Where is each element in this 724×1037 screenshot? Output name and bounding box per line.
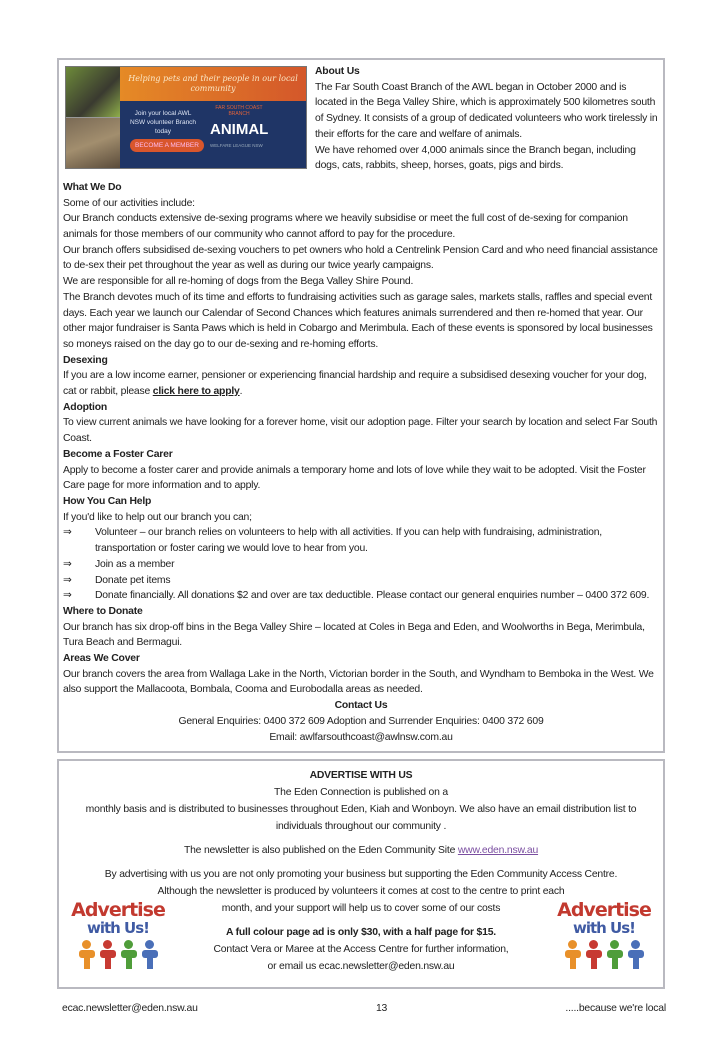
list-item-text: Donate financially. All donations $2 and over are tax deductible. Please contact our general enquiries number – 0400 372 609. — [95, 590, 650, 602]
list-item-text: Donate pet items — [95, 574, 171, 586]
person-figure — [78, 940, 96, 970]
awl-logo: ANIMAL — [210, 121, 269, 138]
foster-text: Apply to become a foster carer and provide animals a temporary home and lots of love while they wait to be adopted. Visit the Foster Care page for more information and to apply. — [63, 464, 646, 492]
advertise-line: monthly basis and is distributed to businesses throughout Eden, Kiah and Wonboyn. We also have an email distribution list to — [85, 804, 637, 816]
person-figure — [627, 940, 645, 970]
advertise-line: The Eden Connection is published on a — [274, 787, 448, 799]
adoption-text: To view current animals we have looking for a forever home, visit our adoption page. Filter your search by location and select Far South Coast. — [63, 417, 658, 445]
person-figure — [606, 940, 624, 970]
awl-article — [57, 58, 665, 753]
list-item — [63, 573, 659, 589]
list-item-text: Join as a member — [95, 558, 175, 570]
become-member-button[interactable]: BECOME A MEMBER — [130, 139, 204, 152]
advertise-line: Although the newsletter is produced by volunteers it comes at cost to the centre to print each — [157, 886, 565, 898]
help-intro: If you'd like to help out our branch you can; — [63, 511, 252, 523]
arrow-icon: ⇒ — [63, 527, 72, 539]
footer — [62, 1001, 666, 1037]
person-figure — [141, 940, 159, 970]
people-icon — [549, 940, 659, 970]
contact-email: Email: awlfarsouthcoast@awlnsw.com.au — [269, 731, 453, 743]
apply-link[interactable]: click here to apply — [152, 386, 240, 398]
desexing-text — [63, 368, 659, 399]
person-figure — [564, 940, 582, 970]
areas-text: Our branch covers the area from Wallaga Lake in the North, Victorian border in the South, and Wyndham to Bemboka in the West. We also support the Mallacoota, Bombala, Cooma and Eurobodalla areas as needed. — [63, 668, 654, 696]
advertise-price: A full colour page ad is only $30, with a half page for $15. — [226, 927, 496, 939]
page-number: 13 — [375, 1003, 388, 1015]
cat-photo — [66, 117, 120, 168]
advertise-line: Contact Vera or Maree at the Access Centre for further information, — [213, 944, 509, 956]
contact-phones: General Enquiries: 0400 372 609 Adoption and Surrender Enquiries: 0400 372 609 — [178, 715, 544, 727]
advertise-line: month, and your support will help us to cover some of our costs — [221, 903, 501, 915]
about-p2: We have rehomed over 4,000 animals since the Branch began, including dogs, cats, rabbits, sheep, horses, goats, pigs and birds. — [315, 144, 636, 172]
advertise-box — [57, 759, 665, 989]
donate-text: Our branch has six drop-off bins in the Bega Valley Shire – located at Coles in Bega and Eden, and Woolworths in Bega, Merimbula, Tura Beach and Bermagui. — [63, 621, 645, 649]
person-figure — [99, 940, 117, 970]
advertise-heading: ADVERTISE WITH US — [309, 770, 413, 782]
desexing-heading: Desexing — [63, 354, 108, 366]
footer-email: ecac.newsletter@eden.nsw.au — [62, 1003, 198, 1015]
advertise-graphic-left — [63, 900, 173, 970]
banner-join: Join your local AWL NSW volunteer Branch today — [129, 110, 197, 135]
about-p1: The Far South Coast Branch of the AWL began in October 2000 and is located in the Bega Valley Shire, which is approximately 500 kilometres south of Sydney. It consists of a group of dedicated volunteers who work tirelessly in their efforts for the care and welfare of animals. — [315, 81, 658, 140]
awl-banner — [65, 66, 307, 169]
site-text: The newsletter is also published on the Eden Community Site — [183, 845, 458, 857]
adoption-heading: Adoption — [63, 401, 107, 413]
what-para: The Branch devotes much of its time and efforts to fundraising activities such as garage sales, markets stalls, raffles and special event days. Each year we launch our Calendar of Second Chances which features animals surrendered and then re-homed that year. Our other major fundraiser is Santa Paws which is held in Cobargo and Merimbula. Each of these events is sponsored by local businesses so moneys raised on the day go to our de-sexing and re-homing efforts. — [63, 291, 653, 350]
what-para: Our Branch conducts extensive de-sexing programs where we heavily subsidise or meet the full cost of de-sexing for companion animals for those members of our community who cannot afford to pay for the procedure. — [63, 213, 628, 241]
graphic-title: Advertise — [557, 899, 651, 922]
person-figure — [120, 940, 138, 970]
banner-tagline: Helping pets and their people in our local community — [120, 67, 306, 101]
what-para: We are responsible for all re-homing of dogs from the Bega Valley Shire Pound. — [63, 276, 414, 288]
advertise-line: By advertising with us you are not only promoting your business but supporting the Eden Community Access Centre. — [104, 869, 618, 881]
arrow-icon: ⇒ — [63, 574, 72, 586]
people-icon — [63, 940, 173, 970]
advertise-graphic-right — [549, 900, 659, 970]
graphic-subtitle: with Us! — [572, 919, 636, 938]
areas-heading: Areas We Cover — [63, 653, 140, 665]
graphic-subtitle: with Us! — [86, 919, 150, 938]
about-heading: About Us — [315, 66, 360, 77]
arrow-icon: ⇒ — [63, 590, 72, 602]
advertise-line: individuals throughout our community . — [275, 821, 447, 833]
banner-branch: FAR SOUTH COAST BRANCH — [215, 105, 263, 117]
help-heading: How You Can Help — [63, 495, 152, 507]
contact-heading: Contact Us — [334, 700, 388, 712]
what-para: Our branch offers subsidised de-sexing vouchers to pet owners who hold a Centrelink Pension Card and who need financial assistance to de-sex their pet throughout the year as well as during our twice yearly campaigns. — [63, 244, 658, 272]
graphic-title: Advertise — [71, 899, 165, 922]
list-item-text: Volunteer – our branch relies on volunteers to help with all activities. If you can help with fundraising, administration, transportation or foster caring we would love to hear from you. — [95, 527, 602, 555]
footer-tagline: .....because we're local — [565, 1003, 666, 1015]
awl-logo-sub: WELFARE LEAGUE NSW — [210, 143, 263, 148]
desexing-end: . — [239, 386, 243, 398]
list-item — [63, 525, 659, 556]
list-item — [63, 557, 659, 573]
eden-site-link[interactable]: www.eden.nsw.au — [457, 845, 539, 857]
what-heading: What We Do — [63, 181, 122, 193]
about-section — [315, 64, 659, 174]
advertise-email: or email us ecac.newsletter@eden.nsw.au — [267, 961, 455, 973]
dog-photo — [66, 67, 120, 117]
what-para: Some of our activities include: — [63, 197, 195, 209]
foster-heading: Become a Foster Carer — [63, 448, 173, 460]
arrow-icon: ⇒ — [63, 558, 72, 570]
advertise-line — [63, 842, 659, 859]
desexing-body: If you are a low income earner, pensioner or experiencing financial hardship and require a subsidised desexing voucher for your dog, cat or rabbit, please — [63, 370, 647, 398]
list-item — [63, 588, 659, 604]
donate-heading: Where to Donate — [63, 605, 143, 617]
person-figure — [585, 940, 603, 970]
